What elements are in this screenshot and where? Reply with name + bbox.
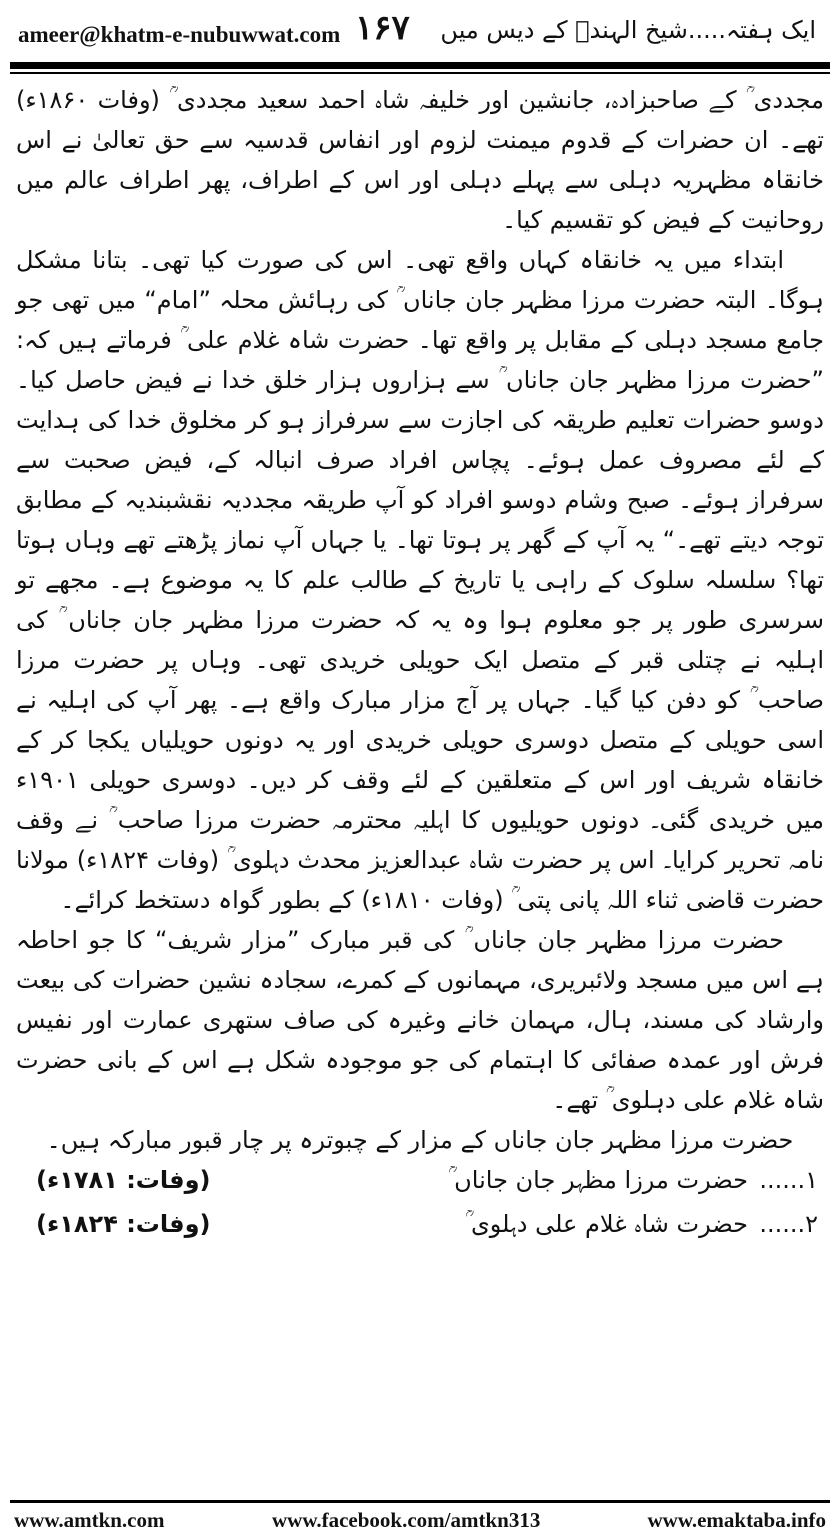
running-title: ایک ہفتہ.....شیخ الہندؒ کے دیس میں <box>440 16 816 44</box>
footer-link-emaktaba[interactable]: www.emaktaba.info <box>647 1508 826 1532</box>
body-text <box>16 80 824 1248</box>
header-rule-thick <box>10 62 830 69</box>
footer-link-amtkn[interactable]: www.amtkn.com <box>14 1508 165 1532</box>
paragraph-3: حضرت مرزا مظہر جان جاناں ؒ کی قبر مبارک ”مزار شریف“ کا جو احاطہ ہے اس میں مسجد ولائبریری، مہمانوں کے کمرے، سجادہ نشین حضرات کی بیعت وارشاد کی مسند، ہال، مہمان خانے وغیرہ کی صاف ستھری عمارت اور نفیس فرش اور عمدہ صفائی کا اہتمام کی جو موجودہ شکل ہے اس کے بانی حضرت شاہ غلام علی دہلوی ؒ تھے۔ <box>16 926 824 1114</box>
page-footer <box>10 1508 830 1536</box>
footer-link-facebook[interactable]: www.facebook.com/amtkn313 <box>272 1508 541 1532</box>
header-rule-thin <box>10 72 830 74</box>
paragraph-4: حضرت مرزا مظہر جان جاناں کے مزار کے چبوترہ پر چار قبور مبارکہ ہیں۔ <box>46 1126 794 1154</box>
list-item-date: (وفات: ۱۸۲۴ء) <box>36 1210 211 1238</box>
paragraph-2: ابتداء میں یہ خانقاہ کہاں واقع تھی۔ اس کی صورت کیا تھی۔ بتانا مشکل ہوگا۔ البتہ حضرت مرزا مظہر جان جاناں ؒ کی رہائش محلہ ”امام“ میں تھی جو جامع مسجد دہلی کے مقابل پر واقع تھا۔ حضرت شاہ غلام علی ؒ فرماتے ہیں کہ: ”حضرت مرزا مظہر جان جاناں ؒ سے ہزاروں ہزار خلق خدا نے فیض حاصل کیا۔ دوسو حضرات تعلیم طریقہ کی اجازت سے سرفراز ہو کر مخلوق خدا کی ہدایت کے لئے مصروف عمل ہوئے۔ پچاس افراد صرف انبالہ کے، فیض صحبت سے سرفراز ہوئے۔ صبح وشام دوسو افراد کو آپ طریقہ مجددیہ نقشبندیہ کے مطابق توجہ دیتے تھے۔“ یہ آپ کے گھر پر ہوتا تھا۔ یا جہاں آپ نماز پڑھتے تھے وہاں ہوتا تھا؟ سلسلہ سلوک کے راہی یا تاریخ کے طالب علم کا یہ موضوع ہے۔ مجھے تو سرسری طور پر جو معلوم ہوا وہ یہ کہ حضرت مرزا مظہر جان جاناں ؒ کی اہلیہ نے چتلی قبر کے متصل ایک حویلی خریدی تھی۔ وہاں پر حضرت مرزا صاحب ؒ کو دفن کیا گیا۔ جہاں پر آج مزار مبارک واقع ہے۔ پھر آپ کی اہلیہ نے اسی حویلی کے متصل دوسری حویلی خریدی اور یہ دونوں حویلیاں یکجا کر کے خانقاہ شریف اور اس کے متعلقین کے لئے وقف کر دیں۔ دوسری حویلی ۱۹۰۱ء میں خریدی گئی۔ دونوں حویلیوں کا اہلیہ محترمہ حضرت مرزا صاحب ؒ نے وقف نامہ تحریر کرایا۔ اس پر حضرت شاہ عبدالعزیز محدث دہلوی ؒ (وفات ۱۸۲۴ء) مولانا حضرت قاضی ثناء اللہ پانی پتی ؒ (وفات ۱۸۱۰ء) کے بطور گواہ دستخط کرائے۔ <box>16 246 824 914</box>
header-email: ameer@khatm-e-nubuwwat.com <box>18 22 341 47</box>
list-item-name: حضرت مرزا مظہر جان جاناں ؒ <box>448 1166 748 1194</box>
list-item <box>16 1160 824 1204</box>
page-header <box>10 8 830 60</box>
list-item-number: ۲...... <box>759 1210 818 1238</box>
paragraph-1: مجددی ؒ کے صاحبزادہ، جانشین اور خلیفہ شاہ احمد سعید مجددی ؒ (وفات ۱۸۶۰ء) تھے۔ ان حضرات کے قدوم میمنت لزوم اور انفاس قدسیہ سے حق تعالیٰ نے اس خانقاہ مظہریہ دہلی سے پہلے دہلی اور اس کے اطراف، پھر اطراف عالم میں روحانیت کے فیض کو تقسیم کیا۔ <box>16 86 824 234</box>
list-item <box>16 1204 824 1248</box>
footer-rule <box>10 1500 830 1503</box>
list-item-date: (وفات: ۱۷۸۱ء) <box>36 1166 211 1194</box>
page-number: ۱۶۷ <box>355 8 410 48</box>
list-item-name: حضرت شاہ غلام علی دہلوی ؒ <box>464 1210 748 1238</box>
list-item-number: ۱...... <box>759 1166 818 1194</box>
